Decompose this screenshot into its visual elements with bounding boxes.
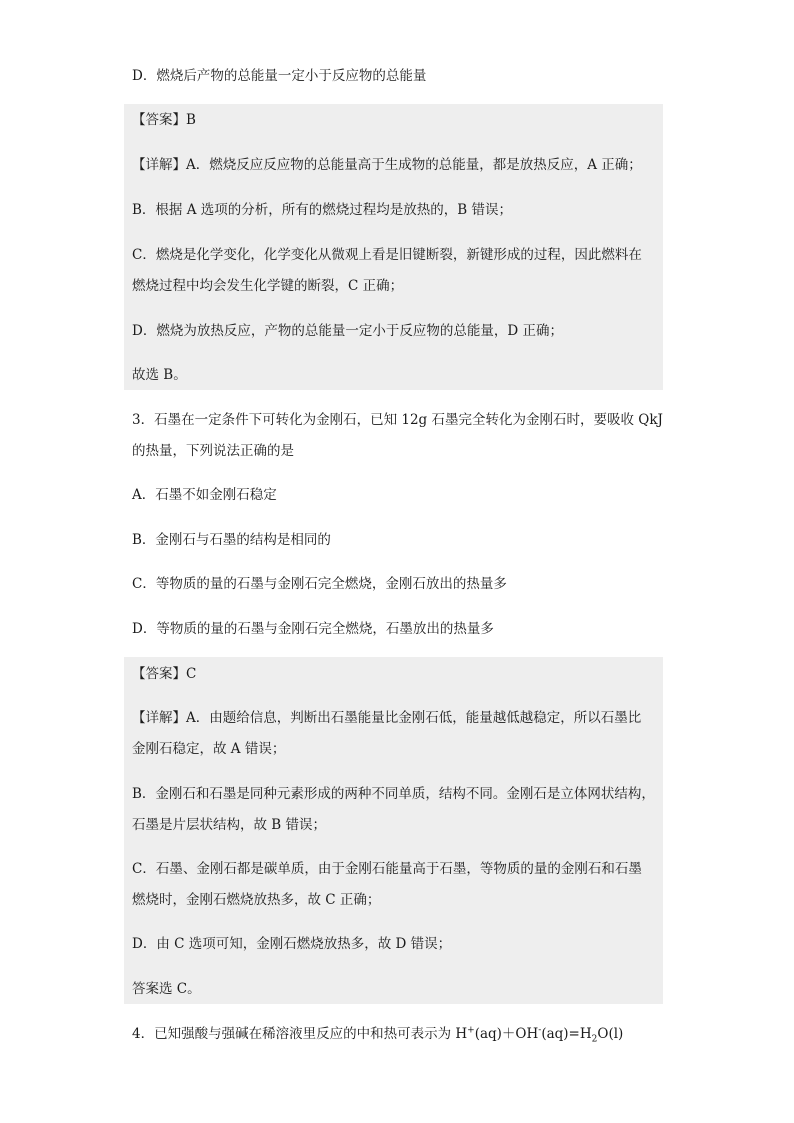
q3-answer: 【答案】C	[132, 666, 197, 682]
q2-detail-line: 【详解】A．燃烧反应反应物的总能量高于生成物的总能量，都是放热反应，A 正确；	[132, 157, 642, 173]
q2-detail-line: B．根据 A 选项的分析，所有的燃烧过程均是放热的，B 错误；	[132, 202, 512, 218]
oh-charge: -	[538, 1025, 542, 1036]
q3-stem-line: 的热量，下列说法正确的是	[132, 443, 294, 459]
q3-detail-line: 燃烧时，金刚石燃烧放热多，故 C 正确；	[132, 892, 381, 908]
q2-answer: 【答案】B	[132, 112, 196, 128]
q3-option-b: B．金刚石与石墨的结构是相同的	[132, 532, 331, 548]
q3-detail-line: 石墨是片层状结构，故 B 错误；	[132, 817, 327, 833]
q4-stem	[132, 1024, 623, 1044]
q3-detail-line: D．由 C 选项可知，金刚石燃烧放热多，故 D 错误；	[132, 936, 452, 952]
q3-detail-line: 答案选 C。	[132, 981, 201, 997]
q2-detail-line: D．燃烧为放热反应，产物的总能量一定小于反应物的总能量，D 正确；	[132, 323, 563, 339]
q3-option-d: D．等物质的量的石墨与金刚石完全燃烧，石墨放出的热量多	[132, 621, 494, 637]
q4-aq-1: (aq)＋OH	[474, 1026, 539, 1042]
q3-stem-line: 3．石墨在一定条件下可转化为金刚石，已知 12g 石墨完全转化为金刚石时，要吸收 QkJ	[132, 412, 663, 428]
q4-stem-text: 4．已知强酸与强碱在稀溶液里反应的中和热可表示为 H	[132, 1026, 468, 1042]
q3-option-c: C．等物质的量的石墨与金刚石完全燃烧，金刚石放出的热量多	[132, 576, 507, 592]
q3-detail-line: B．金刚石和石墨是同种元素形成的两种不同单质，结构不同。金刚石是立体网状结构，	[132, 786, 655, 802]
q3-option-a: A．石墨不如金刚石稳定	[132, 487, 277, 503]
q3-detail-line: C．石墨、金刚石都是碳单质，由于金刚石能量高于石墨，等物质的量的金刚石和石墨	[132, 861, 642, 877]
q2-detail-line: C．燃烧是化学变化，化学变化从微观上看是旧键断裂，新键形成的过程，因此燃料在	[132, 247, 642, 263]
q2-detail-line: 故选 B。	[132, 367, 187, 383]
q4-end: O(l)	[597, 1026, 624, 1042]
q2-option-d: D．燃烧后产物的总能量一定小于反应物的总能量	[132, 68, 427, 84]
q3-detail-line: 金刚石稳定，故 A 错误；	[132, 741, 286, 757]
h-charge: +	[467, 1025, 475, 1036]
q2-detail-line: 燃烧过程中均会发生化学键的断裂，C 正确；	[132, 278, 404, 294]
q4-aq-2: (aq)=H	[541, 1026, 592, 1042]
h2o-subscript: 2	[591, 1034, 598, 1045]
q3-detail-line: 【详解】A．由题给信息，判断出石墨能量比金刚石低，能量越低越稳定，所以石墨比	[132, 710, 642, 726]
